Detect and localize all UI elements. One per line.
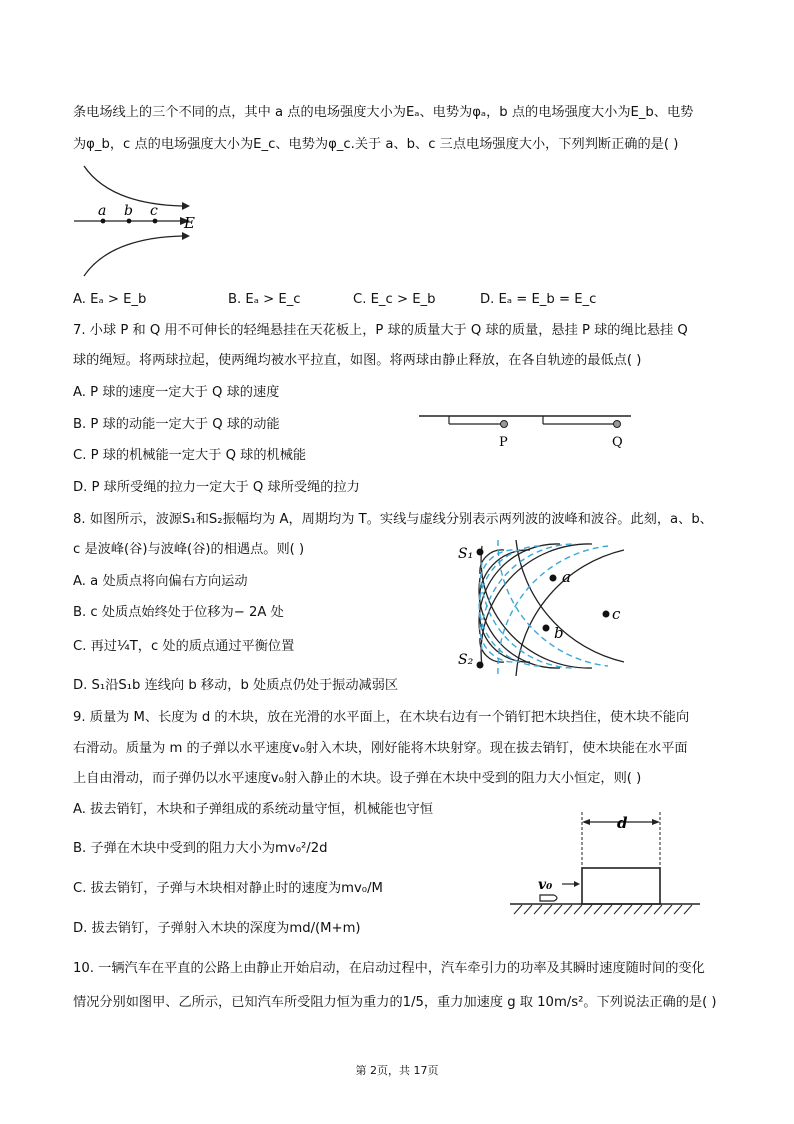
q7-pendulum-figure: [415, 410, 635, 456]
q8-text-line2: c 是波峰(谷)与波峰(谷)的相遇点。则( ): [73, 542, 305, 557]
q8-fig-label-b: b: [554, 624, 564, 642]
q6-field-lines-figure: [70, 160, 210, 282]
q6-option-c: C. E_c > E_b: [353, 292, 436, 307]
q7-option-b: B. P 球的动能一定大于 Q 球的动能: [73, 417, 280, 432]
q6-fig-label-c: c: [150, 203, 158, 219]
q6-option-d: D. Eₐ = E_b = E_c: [480, 292, 597, 307]
q8-text-line1: 8. 如图所示，波源S₁和S₂振幅均为 A，周期均为 T。实线与虚线分别表示两列波的波峰和波谷。此刻，a、b、: [73, 512, 713, 527]
q6-option-b: B. Eₐ > E_c: [228, 292, 301, 307]
q6-fig-label-b: b: [124, 203, 133, 219]
q7-fig-label-p: P: [499, 435, 508, 450]
q9-fig-label-v0: v₀: [538, 877, 553, 893]
q10-text-line2: 情况分别如图甲、乙所示，已知汽车所受阻力恒为重力的1/5，重力加速度 g 取 10m/s²。下列说法正确的是( ): [73, 995, 717, 1010]
q7-option-a: A. P 球的速度一定大于 Q 球的速度: [73, 385, 280, 400]
q7-option-c: C. P 球的机械能一定大于 Q 球的机械能: [73, 448, 307, 463]
q9-bullet-block-figure: [510, 810, 700, 920]
q7-option-d: D. P 球所受绳的拉力一定大于 Q 球所受绳的拉力: [73, 480, 360, 495]
q6-option-a: A. Eₐ > E_b: [73, 292, 147, 307]
q8-fig-label-a: a: [562, 568, 571, 586]
q9-option-b: B. 子弹在木块中受到的阻力大小为mv₀²/2d: [73, 841, 328, 856]
q9-text-line2: 右滑动。质量为 m 的子弹以水平速度v₀射入木块，刚好能将木块射穿。现在拔去销钉，使木块能在水平面: [73, 741, 688, 756]
q7-text-line2: 球的绳短。将两球拉起，使两绳均被水平拉直，如图。将两球由静止释放，在各自轨迹的最低点( ): [73, 353, 642, 368]
q8-option-d: D. S₁沿S₁b 连线向 b 移动，b 处质点仍处于振动减弱区: [73, 678, 399, 693]
q9-text-line3: 上自由滑动，而子弹仍以水平速度v₀射入静止的木块。设子弹在木块中受到的阻力大小恒定，则( ): [73, 771, 642, 786]
q9-option-a: A. 拔去销钉，木块和子弹组成的系统动量守恒，机械能也守恒: [73, 802, 434, 817]
q8-option-b: B. c 处质点始终处于位移为− 2A 处: [73, 605, 284, 620]
q6-fig-label-E: E: [184, 214, 195, 232]
q7-text-line1: 7. 小球 P 和 Q 用不可伸长的轻绳悬挂在天花板上，P 球的质量大于 Q 球的质量，悬挂 P 球的绳比悬挂 Q: [73, 323, 688, 338]
q6-text-line1: 条电场线上的三个不同的点，其中 a 点的电场强度大小为Eₐ、电势为φₐ，b 点的电场强度大小为E_b、电势: [73, 105, 694, 120]
q9-option-c: C. 拔去销钉，子弹与木块相对静止时的速度为mv₀/M: [73, 881, 383, 896]
q6-text-line2: 为φ_b，c 点的电场强度大小为E_c、电势为φ_c.关于 a、b、c 三点电场强度大小，下列判断正确的是( ): [73, 137, 679, 152]
q8-wave-interference-figure: [452, 538, 642, 678]
q7-fig-label-q: Q: [612, 435, 623, 450]
q10-text-line1: 10. 一辆汽车在平直的公路上由静止开始启动，在启动过程中，汽车牵引力的功率及其瞬时速度随时间的变化: [73, 961, 705, 976]
q8-fig-label-s1: S₁: [458, 546, 474, 562]
q9-fig-label-d: d: [617, 814, 628, 832]
q8-fig-label-s2: S₂: [458, 652, 474, 668]
page-footer: 第 2页，共 17页: [355, 1064, 439, 1077]
q8-option-a: A. a 处质点将向偏右方向运动: [73, 574, 248, 589]
q9-text-line1: 9. 质量为 M、长度为 d 的木块，放在光滑的水平面上，在木块右边有一个销钉把木块挡住，使木块不能向: [73, 710, 690, 725]
q8-fig-label-c: c: [612, 605, 621, 623]
q9-option-d: D. 拔去销钉，子弹射入木块的深度为md/(M+m): [73, 921, 361, 936]
q8-option-c: C. 再过¼T，c 处的质点通过平衡位置: [73, 639, 295, 654]
q6-fig-label-a: a: [98, 203, 107, 219]
